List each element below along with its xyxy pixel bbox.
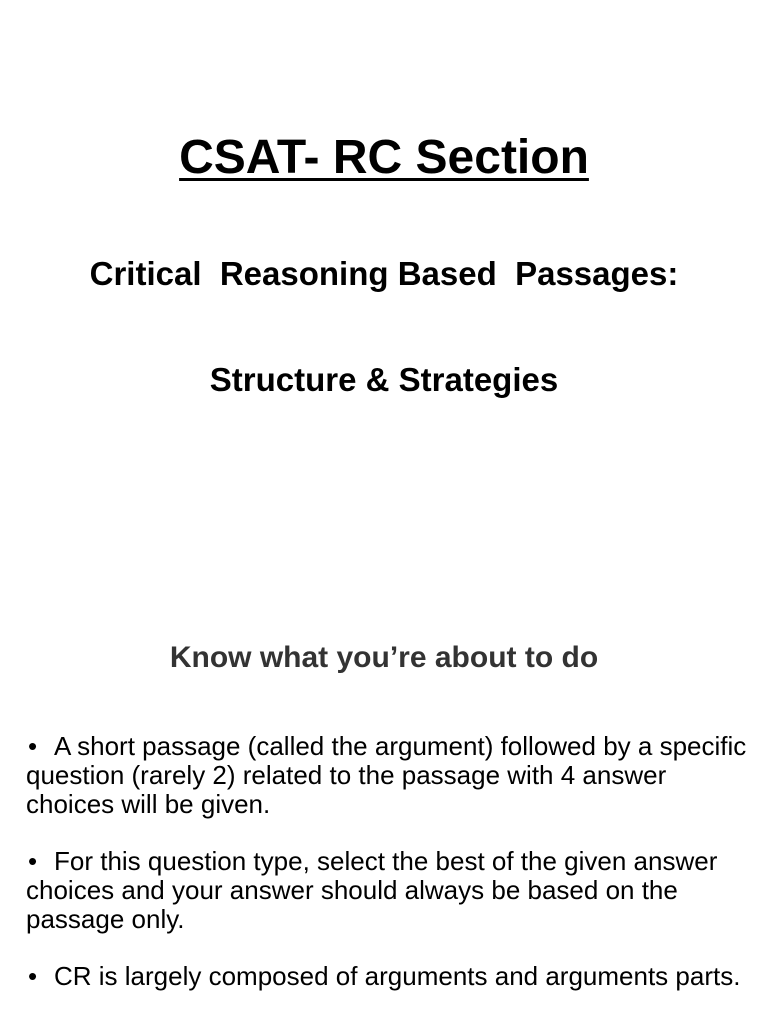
bullet-text: CR is largely composed of arguments and arguments parts.: [54, 961, 741, 991]
bullet-text: A short passage (called the argument) followed by a specific question (rarely 2) related to the passage with 4 answer choices will be given.: [26, 731, 747, 819]
section-heading: Know what you’re about to do: [169, 641, 599, 674]
bullet-item: [26, 732, 756, 819]
bullet-text: For this question type, select the best of the given answer choices and your answer should always be based on the passage only.: [26, 846, 718, 934]
bullet-list: [26, 732, 756, 1019]
subtitle-structure-strategies: Structure & Strategies: [209, 361, 559, 398]
bullet-icon: •: [28, 846, 38, 876]
subtitle-critical-reasoning: Critical Reasoning Based Passages:: [89, 255, 679, 292]
page-title: CSAT- RC Section: [179, 131, 589, 184]
bullet-icon: •: [28, 961, 38, 991]
bullet-item: [26, 962, 756, 991]
bullet-item: [26, 847, 756, 934]
bullet-icon: •: [28, 731, 38, 761]
